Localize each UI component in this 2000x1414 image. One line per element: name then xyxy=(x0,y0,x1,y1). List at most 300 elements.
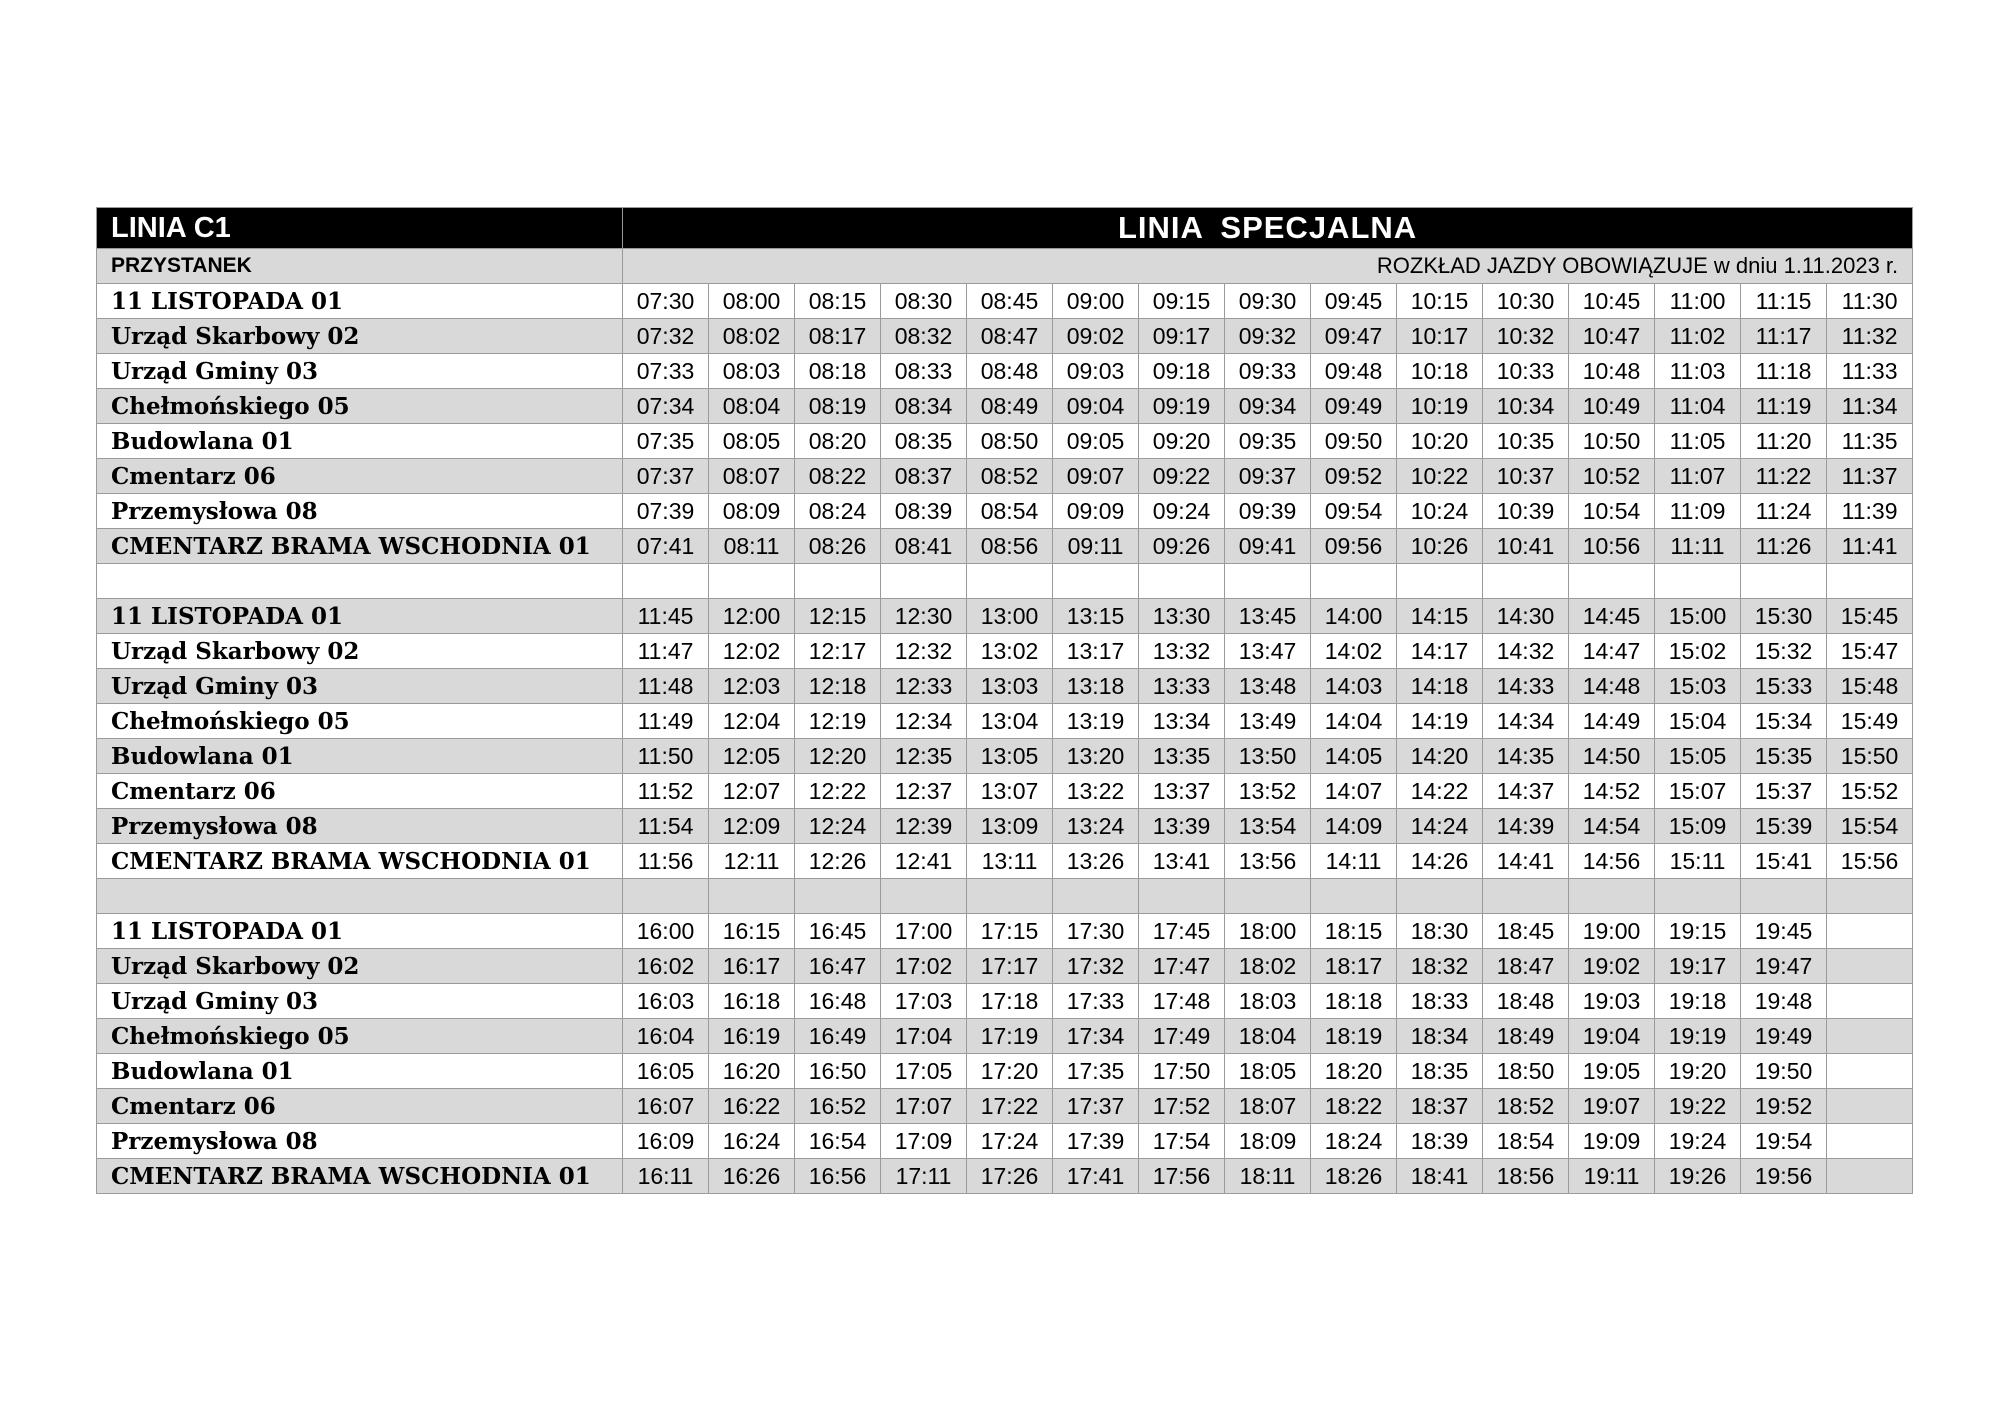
departure-time: 14:09 xyxy=(1311,809,1397,844)
departure-time: 16:03 xyxy=(623,984,709,1019)
stop-name: Budowlana 01 xyxy=(97,424,623,459)
departure-time: 13:30 xyxy=(1139,599,1225,634)
departure-time: 13:35 xyxy=(1139,739,1225,774)
departure-time: 10:32 xyxy=(1483,319,1569,354)
departure-time: 14:11 xyxy=(1311,844,1397,879)
departure-time: 13:34 xyxy=(1139,704,1225,739)
departure-time: 16:56 xyxy=(795,1159,881,1194)
departure-time: 18:15 xyxy=(1311,914,1397,949)
stop-name: Urząd Gminy 03 xyxy=(97,984,623,1019)
departure-time: 17:35 xyxy=(1053,1054,1139,1089)
departure-time: 09:07 xyxy=(1053,459,1139,494)
departure-time: 09:54 xyxy=(1311,494,1397,529)
empty-cell xyxy=(881,879,967,914)
departure-time: 07:30 xyxy=(623,284,709,319)
departure-time: 08:45 xyxy=(967,284,1053,319)
departure-time: 13:49 xyxy=(1225,704,1311,739)
departure-time: 12:17 xyxy=(795,634,881,669)
empty-cell xyxy=(795,564,881,599)
departure-time: 13:19 xyxy=(1053,704,1139,739)
departure-time: 14:48 xyxy=(1569,669,1655,704)
stop-name: Przemysłowa 08 xyxy=(97,809,623,844)
departure-time: 15:09 xyxy=(1655,809,1741,844)
departure-time: 11:32 xyxy=(1827,319,1913,354)
departure-time: 15:54 xyxy=(1827,809,1913,844)
departure-time: 08:30 xyxy=(881,284,967,319)
departure-time: 08:50 xyxy=(967,424,1053,459)
departure-time: 09:49 xyxy=(1311,389,1397,424)
departure-time: 15:04 xyxy=(1655,704,1741,739)
departure-time: 19:17 xyxy=(1655,949,1741,984)
schedule-row xyxy=(97,494,1913,529)
departure-time: 17:09 xyxy=(881,1124,967,1159)
departure-time: 11:52 xyxy=(623,774,709,809)
departure-time: 16:17 xyxy=(709,949,795,984)
departure-time: 11:33 xyxy=(1827,354,1913,389)
departure-time: 08:05 xyxy=(709,424,795,459)
departure-time: 10:50 xyxy=(1569,424,1655,459)
departure-time: 11:26 xyxy=(1741,529,1827,564)
departure-time: 18:11 xyxy=(1225,1159,1311,1194)
departure-time: 13:00 xyxy=(967,599,1053,634)
departure-time: 12:35 xyxy=(881,739,967,774)
departure-time: 14:54 xyxy=(1569,809,1655,844)
departure-time: 14:41 xyxy=(1483,844,1569,879)
departure-time: 14:47 xyxy=(1569,634,1655,669)
departure-time: 14:20 xyxy=(1397,739,1483,774)
departure-time: 13:20 xyxy=(1053,739,1139,774)
departure-time: 13:15 xyxy=(1053,599,1139,634)
departure-time: 14:18 xyxy=(1397,669,1483,704)
departure-time: 18:33 xyxy=(1397,984,1483,1019)
departure-time: 16:00 xyxy=(623,914,709,949)
departure-time: 13:05 xyxy=(967,739,1053,774)
departure-time: 15:05 xyxy=(1655,739,1741,774)
departure-time: 11:45 xyxy=(623,599,709,634)
stop-name: CMENTARZ BRAMA WSCHODNIA 01 xyxy=(97,844,623,879)
departure-time: 13:17 xyxy=(1053,634,1139,669)
departure-time: 08:22 xyxy=(795,459,881,494)
departure-time: 16:07 xyxy=(623,1089,709,1124)
timetable xyxy=(96,207,1913,1194)
departure-time: 17:45 xyxy=(1139,914,1225,949)
departure-time: 19:50 xyxy=(1741,1054,1827,1089)
departure-time: 09:26 xyxy=(1139,529,1225,564)
empty-cell xyxy=(1397,564,1483,599)
departure-time: 17:19 xyxy=(967,1019,1053,1054)
departure-time: 08:20 xyxy=(795,424,881,459)
departure-time: 11:37 xyxy=(1827,459,1913,494)
departure-time: 16:50 xyxy=(795,1054,881,1089)
departure-time: 16:52 xyxy=(795,1089,881,1124)
departure-time: 08:54 xyxy=(967,494,1053,529)
departure-time: 17:49 xyxy=(1139,1019,1225,1054)
departure-time: 14:02 xyxy=(1311,634,1397,669)
departure-time: 08:18 xyxy=(795,354,881,389)
departure-time: 11:11 xyxy=(1655,529,1741,564)
departure-time: 08:26 xyxy=(795,529,881,564)
departure-time: 10:45 xyxy=(1569,284,1655,319)
departure-time: 17:37 xyxy=(1053,1089,1139,1124)
departure-time: 10:54 xyxy=(1569,494,1655,529)
departure-time: 12:33 xyxy=(881,669,967,704)
departure-time xyxy=(1827,949,1913,984)
departure-time: 17:00 xyxy=(881,914,967,949)
departure-time: 17:32 xyxy=(1053,949,1139,984)
departure-time xyxy=(1827,984,1913,1019)
departure-time: 11:49 xyxy=(623,704,709,739)
departure-time: 09:00 xyxy=(1053,284,1139,319)
schedule-row xyxy=(97,809,1913,844)
departure-time: 19:20 xyxy=(1655,1054,1741,1089)
stop-name: Urząd Skarbowy 02 xyxy=(97,319,623,354)
departure-time: 10:41 xyxy=(1483,529,1569,564)
departure-time: 12:22 xyxy=(795,774,881,809)
departure-time: 13:56 xyxy=(1225,844,1311,879)
departure-time: 16:22 xyxy=(709,1089,795,1124)
departure-time: 10:24 xyxy=(1397,494,1483,529)
empty-cell xyxy=(1311,879,1397,914)
departure-time: 08:52 xyxy=(967,459,1053,494)
departure-time: 16:02 xyxy=(623,949,709,984)
departure-time: 17:17 xyxy=(967,949,1053,984)
stop-name: CMENTARZ BRAMA WSCHODNIA 01 xyxy=(97,1159,623,1194)
stop-name: Urząd Skarbowy 02 xyxy=(97,949,623,984)
departure-time: 15:34 xyxy=(1741,704,1827,739)
departure-time: 18:09 xyxy=(1225,1124,1311,1159)
departure-time: 08:47 xyxy=(967,319,1053,354)
departure-time: 14:45 xyxy=(1569,599,1655,634)
departure-time: 15:00 xyxy=(1655,599,1741,634)
departure-time: 09:15 xyxy=(1139,284,1225,319)
departure-time: 12:34 xyxy=(881,704,967,739)
departure-time: 15:02 xyxy=(1655,634,1741,669)
departure-time xyxy=(1827,1054,1913,1089)
departure-time: 15:45 xyxy=(1827,599,1913,634)
departure-time: 09:39 xyxy=(1225,494,1311,529)
departure-time: 11:35 xyxy=(1827,424,1913,459)
empty-cell xyxy=(1569,879,1655,914)
departure-time: 08:09 xyxy=(709,494,795,529)
departure-time: 18:18 xyxy=(1311,984,1397,1019)
departure-time: 08:17 xyxy=(795,319,881,354)
schedule-row xyxy=(97,1159,1913,1194)
departure-time: 19:07 xyxy=(1569,1089,1655,1124)
departure-time: 19:47 xyxy=(1741,949,1827,984)
departure-time: 14:04 xyxy=(1311,704,1397,739)
empty-cell xyxy=(1483,879,1569,914)
departure-time: 13:45 xyxy=(1225,599,1311,634)
departure-time: 18:20 xyxy=(1311,1054,1397,1089)
departure-time: 14:52 xyxy=(1569,774,1655,809)
schedule-row xyxy=(97,354,1913,389)
departure-time: 14:34 xyxy=(1483,704,1569,739)
departure-time: 14:50 xyxy=(1569,739,1655,774)
departure-time: 08:04 xyxy=(709,389,795,424)
departure-time: 10:56 xyxy=(1569,529,1655,564)
schedule-row xyxy=(97,424,1913,459)
departure-time: 17:41 xyxy=(1053,1159,1139,1194)
departure-time xyxy=(1827,914,1913,949)
departure-time: 17:15 xyxy=(967,914,1053,949)
departure-time: 18:22 xyxy=(1311,1089,1397,1124)
departure-time: 13:11 xyxy=(967,844,1053,879)
departure-time: 17:30 xyxy=(1053,914,1139,949)
departure-time: 18:32 xyxy=(1397,949,1483,984)
departure-time xyxy=(1827,1124,1913,1159)
departure-time: 18:45 xyxy=(1483,914,1569,949)
departure-time: 18:26 xyxy=(1311,1159,1397,1194)
schedule-row xyxy=(97,389,1913,424)
departure-time: 08:24 xyxy=(795,494,881,529)
departure-time: 10:52 xyxy=(1569,459,1655,494)
departure-time: 13:48 xyxy=(1225,669,1311,704)
empty-cell xyxy=(967,564,1053,599)
departure-time: 11:41 xyxy=(1827,529,1913,564)
departure-time: 09:22 xyxy=(1139,459,1225,494)
departure-time: 11:07 xyxy=(1655,459,1741,494)
departure-time: 09:30 xyxy=(1225,284,1311,319)
departure-time: 07:41 xyxy=(623,529,709,564)
departure-time: 16:26 xyxy=(709,1159,795,1194)
departure-time: 13:52 xyxy=(1225,774,1311,809)
departure-time: 11:30 xyxy=(1827,284,1913,319)
schedule-row xyxy=(97,739,1913,774)
departure-time: 17:07 xyxy=(881,1089,967,1124)
line-name: LINIA SPECJALNA xyxy=(623,208,1913,249)
departure-time: 11:22 xyxy=(1741,459,1827,494)
departure-time: 17:47 xyxy=(1139,949,1225,984)
empty-cell xyxy=(1741,564,1827,599)
departure-time: 11:47 xyxy=(623,634,709,669)
departure-time: 16:09 xyxy=(623,1124,709,1159)
departure-time xyxy=(1827,1019,1913,1054)
departure-time: 17:33 xyxy=(1053,984,1139,1019)
departure-time: 12:11 xyxy=(709,844,795,879)
departure-time: 15:03 xyxy=(1655,669,1741,704)
departure-time: 11:54 xyxy=(623,809,709,844)
departure-time: 09:33 xyxy=(1225,354,1311,389)
departure-time: 12:37 xyxy=(881,774,967,809)
departure-time: 13:22 xyxy=(1053,774,1139,809)
departure-time: 15:37 xyxy=(1741,774,1827,809)
departure-time: 19:54 xyxy=(1741,1124,1827,1159)
departure-time: 10:18 xyxy=(1397,354,1483,389)
departure-time: 17:05 xyxy=(881,1054,967,1089)
departure-time: 11:18 xyxy=(1741,354,1827,389)
departure-time: 14:19 xyxy=(1397,704,1483,739)
block-separator-row xyxy=(97,564,1913,599)
stop-name: 11 LISTOPADA 01 xyxy=(97,914,623,949)
departure-time: 14:05 xyxy=(1311,739,1397,774)
departure-time: 19:15 xyxy=(1655,914,1741,949)
schedule-row xyxy=(97,914,1913,949)
empty-cell xyxy=(623,564,709,599)
stop-name: Chełmońskiego 05 xyxy=(97,704,623,739)
departure-time: 18:50 xyxy=(1483,1054,1569,1089)
line-code: LINIA C1 xyxy=(97,208,623,249)
departure-time: 10:37 xyxy=(1483,459,1569,494)
departure-time: 18:48 xyxy=(1483,984,1569,1019)
stop-name: Urząd Gminy 03 xyxy=(97,354,623,389)
departure-time: 13:24 xyxy=(1053,809,1139,844)
departure-time: 12:07 xyxy=(709,774,795,809)
departure-time: 08:02 xyxy=(709,319,795,354)
stop-name: Budowlana 01 xyxy=(97,1054,623,1089)
departure-time: 18:17 xyxy=(1311,949,1397,984)
departure-time: 11:39 xyxy=(1827,494,1913,529)
departure-time: 10:20 xyxy=(1397,424,1483,459)
departure-time: 17:20 xyxy=(967,1054,1053,1089)
departure-time: 10:49 xyxy=(1569,389,1655,424)
schedule-row xyxy=(97,284,1913,319)
departure-time: 12:30 xyxy=(881,599,967,634)
schedule-row xyxy=(97,949,1913,984)
departure-time: 08:07 xyxy=(709,459,795,494)
departure-time: 14:22 xyxy=(1397,774,1483,809)
departure-time xyxy=(1827,1159,1913,1194)
departure-time: 13:32 xyxy=(1139,634,1225,669)
departure-time: 17:03 xyxy=(881,984,967,1019)
departure-time: 14:03 xyxy=(1311,669,1397,704)
departure-time: 16:11 xyxy=(623,1159,709,1194)
departure-time: 15:39 xyxy=(1741,809,1827,844)
empty-cell xyxy=(1225,879,1311,914)
departure-time: 09:48 xyxy=(1311,354,1397,389)
empty-cell xyxy=(1655,564,1741,599)
departure-time: 13:09 xyxy=(967,809,1053,844)
departure-time: 08:11 xyxy=(709,529,795,564)
departure-time: 08:35 xyxy=(881,424,967,459)
stop-name: Urząd Skarbowy 02 xyxy=(97,634,623,669)
departure-time: 16:47 xyxy=(795,949,881,984)
departure-time: 10:30 xyxy=(1483,284,1569,319)
departure-time: 09:18 xyxy=(1139,354,1225,389)
stop-name: Urząd Gminy 03 xyxy=(97,669,623,704)
departure-time: 09:11 xyxy=(1053,529,1139,564)
empty-cell xyxy=(1225,564,1311,599)
departure-time: 11:09 xyxy=(1655,494,1741,529)
departure-time: 18:52 xyxy=(1483,1089,1569,1124)
departure-time: 09:52 xyxy=(1311,459,1397,494)
empty-cell xyxy=(1311,564,1397,599)
empty-cell xyxy=(1139,564,1225,599)
departure-time: 19:11 xyxy=(1569,1159,1655,1194)
departure-time: 16:18 xyxy=(709,984,795,1019)
departure-time: 09:47 xyxy=(1311,319,1397,354)
departure-time: 15:33 xyxy=(1741,669,1827,704)
departure-time: 17:02 xyxy=(881,949,967,984)
empty-cell xyxy=(1827,879,1913,914)
departure-time: 08:48 xyxy=(967,354,1053,389)
empty-cell xyxy=(97,564,623,599)
departure-time: 19:45 xyxy=(1741,914,1827,949)
departure-time: 19:22 xyxy=(1655,1089,1741,1124)
departure-time: 19:04 xyxy=(1569,1019,1655,1054)
departure-time: 16:19 xyxy=(709,1019,795,1054)
stop-name: Chełmońskiego 05 xyxy=(97,389,623,424)
departure-time: 14:37 xyxy=(1483,774,1569,809)
departure-time: 18:00 xyxy=(1225,914,1311,949)
departure-time: 13:04 xyxy=(967,704,1053,739)
departure-time: 17:50 xyxy=(1139,1054,1225,1089)
departure-time: 17:34 xyxy=(1053,1019,1139,1054)
departure-time: 14:17 xyxy=(1397,634,1483,669)
departure-time: 13:03 xyxy=(967,669,1053,704)
stop-name: CMENTARZ BRAMA WSCHODNIA 01 xyxy=(97,529,623,564)
departure-time: 08:39 xyxy=(881,494,967,529)
departure-time: 09:50 xyxy=(1311,424,1397,459)
departure-time: 09:37 xyxy=(1225,459,1311,494)
departure-time: 07:33 xyxy=(623,354,709,389)
departure-time: 18:47 xyxy=(1483,949,1569,984)
departure-time: 08:33 xyxy=(881,354,967,389)
validity-date: ROZKŁAD JAZDY OBOWIĄZUJE w dniu 1.11.2023 r. xyxy=(623,249,1913,284)
departure-time: 16:45 xyxy=(795,914,881,949)
departure-time: 18:37 xyxy=(1397,1089,1483,1124)
departure-time: 18:24 xyxy=(1311,1124,1397,1159)
departure-time: 18:35 xyxy=(1397,1054,1483,1089)
departure-time: 19:56 xyxy=(1741,1159,1827,1194)
schedule-row xyxy=(97,319,1913,354)
departure-time: 19:24 xyxy=(1655,1124,1741,1159)
departure-time: 11:50 xyxy=(623,739,709,774)
departure-time: 14:24 xyxy=(1397,809,1483,844)
departure-time: 19:02 xyxy=(1569,949,1655,984)
stop-name: Cmentarz 06 xyxy=(97,459,623,494)
departure-time: 16:15 xyxy=(709,914,795,949)
departure-time: 15:11 xyxy=(1655,844,1741,879)
departure-time: 09:34 xyxy=(1225,389,1311,424)
departure-time: 15:41 xyxy=(1741,844,1827,879)
stop-name: 11 LISTOPADA 01 xyxy=(97,284,623,319)
departure-time: 13:47 xyxy=(1225,634,1311,669)
departure-time: 18:02 xyxy=(1225,949,1311,984)
departure-time: 11:03 xyxy=(1655,354,1741,389)
departure-time: 12:02 xyxy=(709,634,795,669)
departure-time: 10:19 xyxy=(1397,389,1483,424)
departure-time: 09:05 xyxy=(1053,424,1139,459)
departure-time: 08:41 xyxy=(881,529,967,564)
departure-time: 14:00 xyxy=(1311,599,1397,634)
departure-time: 11:48 xyxy=(623,669,709,704)
departure-time: 15:49 xyxy=(1827,704,1913,739)
departure-time: 12:03 xyxy=(709,669,795,704)
departure-time: 14:26 xyxy=(1397,844,1483,879)
departure-time: 13:02 xyxy=(967,634,1053,669)
schedule-row xyxy=(97,844,1913,879)
departure-time: 15:32 xyxy=(1741,634,1827,669)
departure-time: 09:09 xyxy=(1053,494,1139,529)
departure-time: 19:09 xyxy=(1569,1124,1655,1159)
departure-time: 16:48 xyxy=(795,984,881,1019)
departure-time: 09:24 xyxy=(1139,494,1225,529)
departure-time: 15:50 xyxy=(1827,739,1913,774)
departure-time: 10:47 xyxy=(1569,319,1655,354)
empty-cell xyxy=(1053,879,1139,914)
empty-cell xyxy=(1827,564,1913,599)
departure-time: 17:22 xyxy=(967,1089,1053,1124)
schedule-row xyxy=(97,1054,1913,1089)
departure-time: 11:17 xyxy=(1741,319,1827,354)
departure-time: 08:19 xyxy=(795,389,881,424)
departure-time xyxy=(1827,1089,1913,1124)
stop-name: Chełmońskiego 05 xyxy=(97,1019,623,1054)
departure-time: 19:48 xyxy=(1741,984,1827,1019)
departure-time: 16:04 xyxy=(623,1019,709,1054)
departure-time: 10:35 xyxy=(1483,424,1569,459)
departure-time: 11:19 xyxy=(1741,389,1827,424)
